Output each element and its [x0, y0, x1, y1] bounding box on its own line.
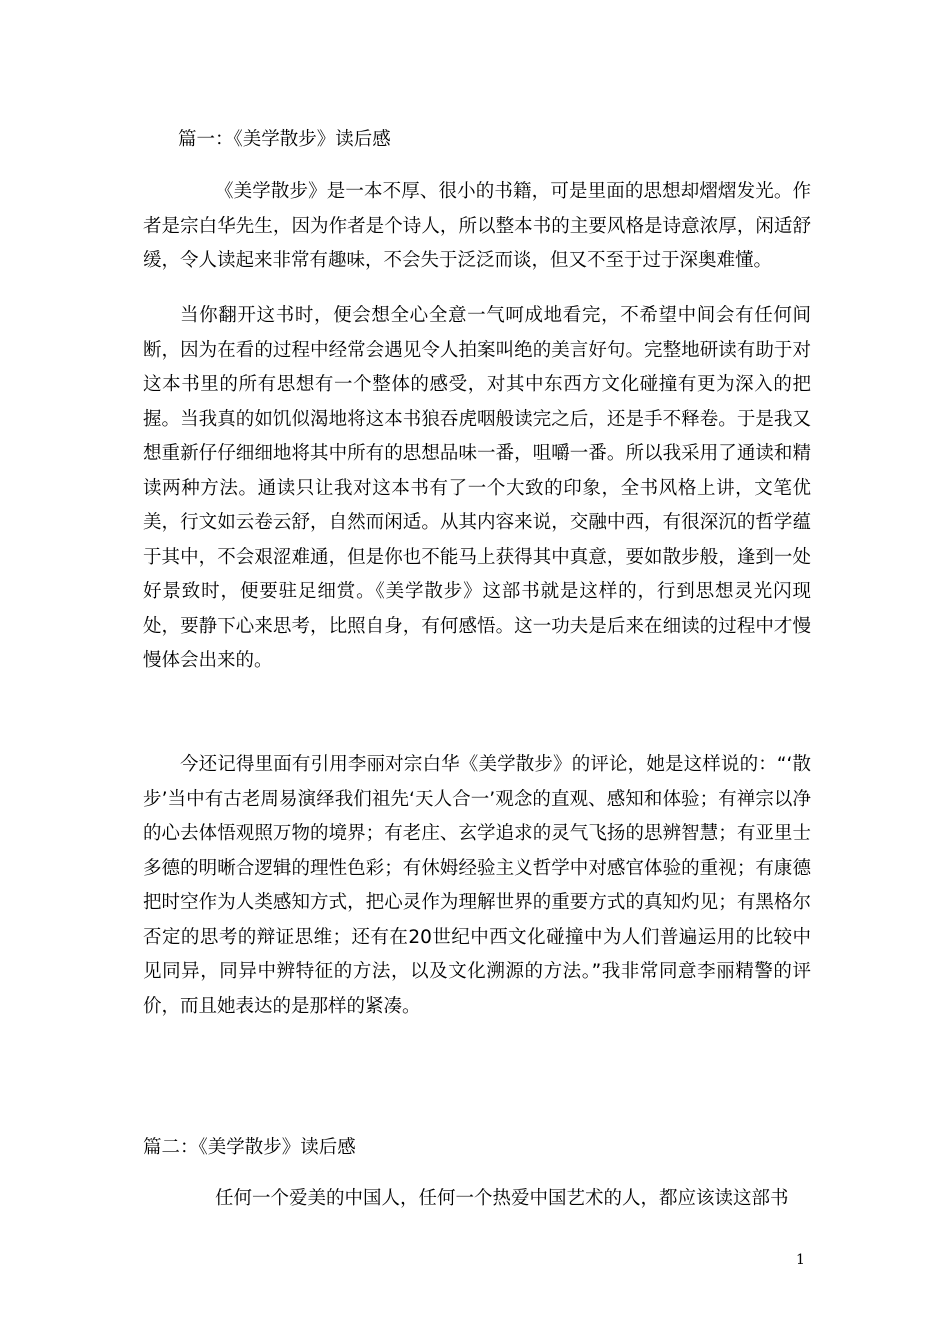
page-number: 1	[796, 1252, 805, 1268]
section-1-heading: 篇一：《美学散步》读后感	[178, 129, 391, 150]
section-2-heading: 篇二：《美学散步》读后感	[143, 1137, 356, 1158]
section-2-paragraph-1: 任何一个爱美的中国人，任何一个热爱中国艺术的人，都应该读这部书	[215, 1188, 789, 1209]
section-1-paragraph-3: 今还记得里面有引用李丽对宗白华《美学散步》的评论，她是这样说的：“‘散步’当中有古老周易演绎我们祖先‘天人合一’观念的直观、感知和体验；有禅宗以净的心去体悟观照万物的境界；有老庄、玄学追求的灵气飞扬的思辨智慧；有亚里士多德的明晰合逻辑的理性色彩；有休姆经验主义哲学中对感官体验的重视；有康德把时空作为人类感知方式，把心灵作为理解世界的重要方式的真知灼见；有黑格尔否定的思考的辩证思维；还有在20世纪中西文化碰撞中为人们普遍运用的比较中见同异，同异中辨特征的方法，以及文化溯源的方法。”我非常同意李丽精警的评价，而且她表达的是那样的紧凑。	[143, 754, 811, 1017]
section-1-paragraph-1: 《美学散步》是一本不厚、很小的书籍，可是里面的思想却熠熠发光。作者是宗白华先生，因为作者是个诗人，所以整本书的主要风格是诗意浓厚，闲适舒缓，令人读起来非常有趣味，不会失于泛泛而谈，但又不至于过于深奥难懂。	[143, 181, 811, 271]
section-1-paragraph-2: 当你翻开这书时，便会想全心全意一气呵成地看完，不希望中间会有任何间断，因为在看的过程中经常会遇见令人拍案叫绝的美言好句。完整地研读有助于对这本书里的所有思想有一个整体的感受，对其中东西方文化碰撞有更为深入的把握。当我真的如饥似渴地将这本书狼吞虎咽般读完之后，还是手不释卷。于是我又想重新仔仔细细地将其中所有的思想品味一番，咀嚼一番。所以我采用了通读和精读两种方法。通读只让我对这本书有了一个大致的印象，全书风格上讲，文笔优美，行文如云卷云舒，自然而闲适。从其内容来说，交融中西，有很深沉的哲学蕴于其中，不会艰涩难通，但是你也不能马上获得其中真意，要如散步般，逢到一处好景致时，便要驻足细赏。《美学散步》这部书就是这样的，行到思想灵光闪现处，要静下心来思考，比照自身，有何感悟。这一功夫是后来在细读的过程中才慢慢体会出来的。	[143, 305, 811, 671]
